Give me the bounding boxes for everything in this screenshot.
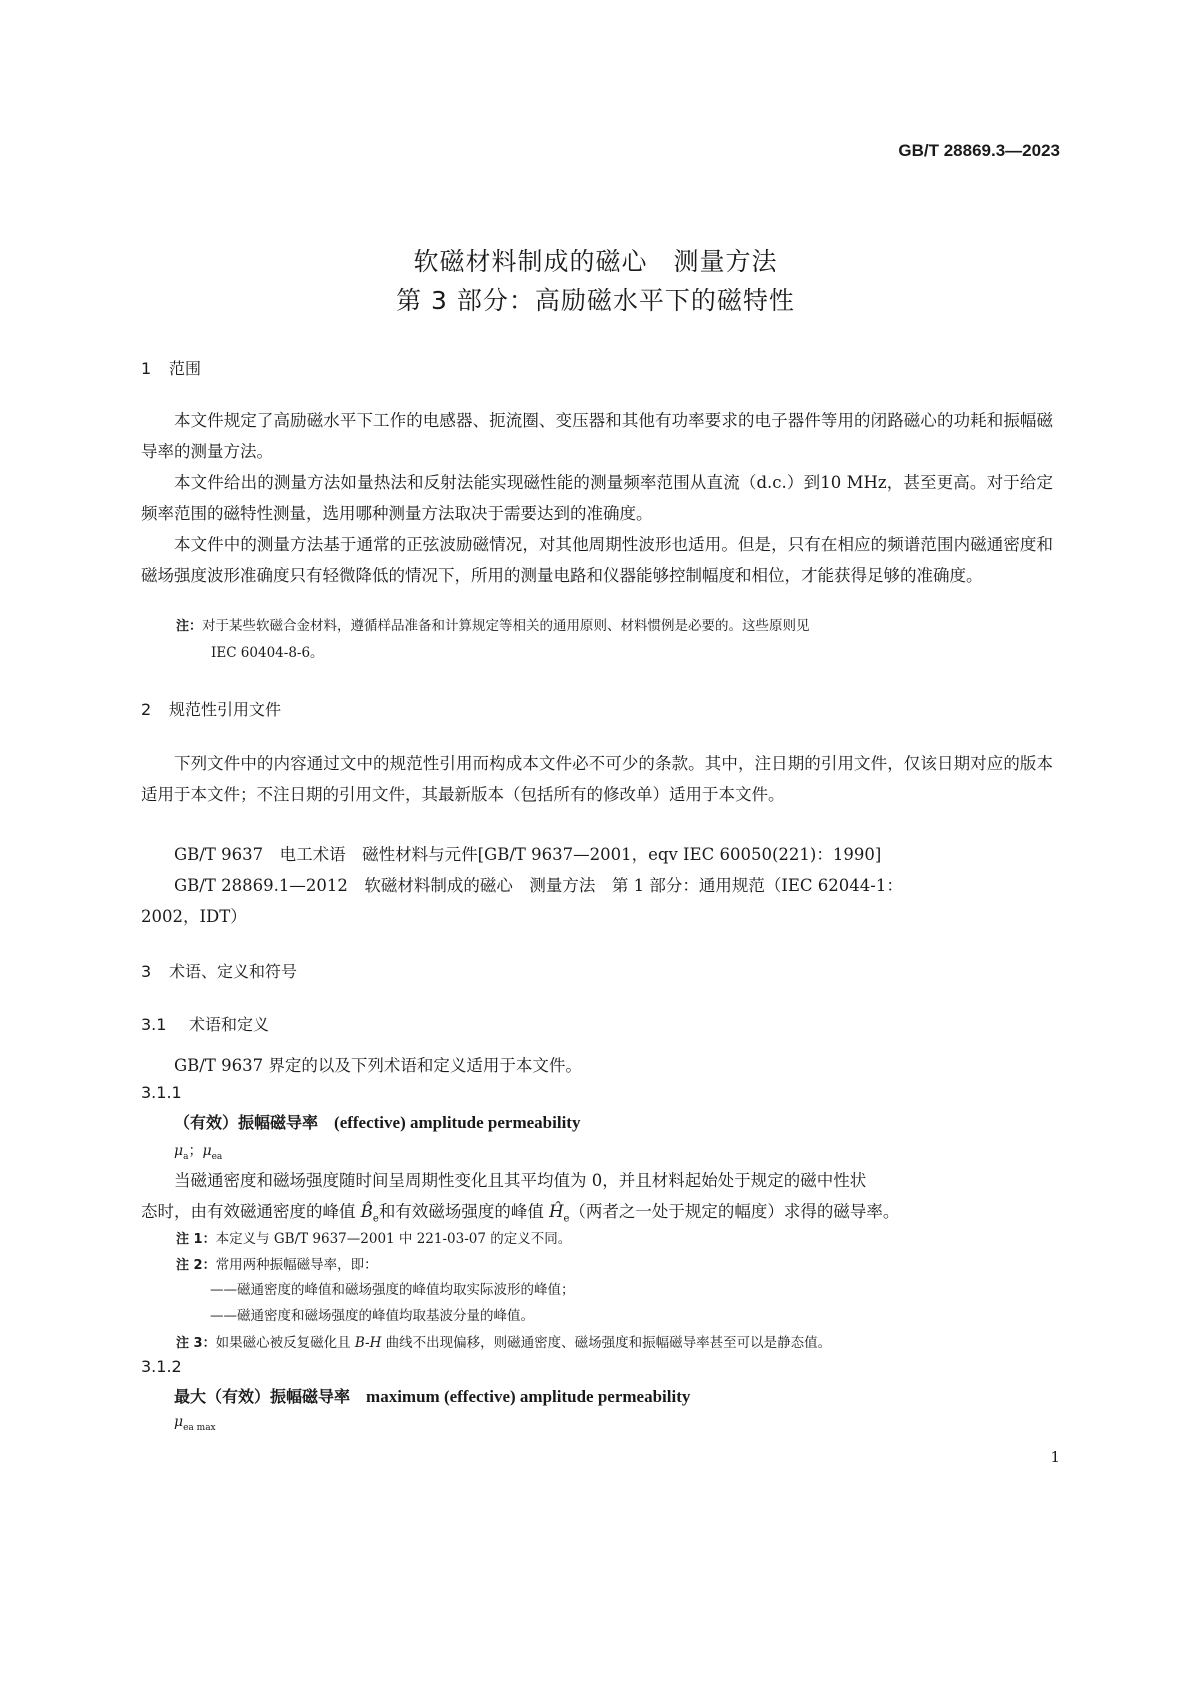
section-number: 2 [141,700,152,719]
symbol-mu: μ [202,1143,212,1159]
section-title: 范围 [169,359,202,378]
title-line-2: 第 3 部分：高励磁水平下的磁特性 [396,286,795,315]
section-1-heading [141,356,201,379]
subsection-3-1-heading [141,1012,269,1035]
symbol-b-hat: B̂ [360,1202,373,1221]
section-3-heading [141,959,297,982]
section-title: 术语、定义和符号 [169,962,298,981]
scope-paragraph-1: 本文件规定了高励磁水平下工作的电感器、扼流圈、变压器和其他有功率要求的电子器件等用的闭路磁心的功耗和振幅磁导率的测量方法。 [141,411,1053,461]
reference-gbt-9637: GB/T 9637 电工术语 磁性材料与元件[GB/T 9637—2001，eqv IEC 60050(221)：1990] [174,845,882,864]
note-text: 对于某些软磁合金材料，遵循样品准备和计算规定等相关的通用原则、材料惯例是必要的。这些原则见 [202,618,810,634]
symbol-h-hat: Ĥ [549,1202,564,1221]
list-item: ——磁通密度的峰值和磁场强度的峰值均取实际波形的峰值； [210,1282,575,1298]
clause-3-1-2-number: 3.1.2 [141,1357,182,1376]
note-label: 注 2： [176,1258,216,1273]
scope-note [176,613,1052,666]
standard-code: GB/T 28869.3—2023 [898,141,1060,160]
term-note-1 [176,1226,1052,1253]
scope-paragraph-3: 本文件中的测量方法基于通常的正弦波励磁情况，对其他周期性波形也适用。但是，只有在相应的频谱范围内磁通密度和磁场强度波形准确度只有轻微降低的情况下，所用的测量电路和仪器能够控制幅度和相位，才能获得足够的准确度。 [141,535,1053,585]
symbol-subscript: ea max [183,1422,216,1433]
definition-line-2 [141,1198,899,1224]
symbol-mu: μ [174,1143,184,1159]
subsection-number: 3.1 [141,1015,167,1034]
term-chinese: 最大（有效）振幅磁导率 [174,1387,351,1406]
symbol-mu: μ [174,1414,184,1430]
note-label: 注： [176,619,203,634]
symbol-subscript: e [563,1213,570,1225]
note-text: 曲线不出现偏移，则磁通密度、磁场强度和振幅磁导率甚至可以是静态值。 [381,1335,832,1351]
symbol-subscript: e [372,1213,379,1225]
term-english: maximum (effective) amplitude permeability [366,1387,691,1406]
symbol-subscript: ea [211,1151,223,1162]
symbol-subscript: a [183,1151,189,1162]
term-max-amplitude-permeability [174,1384,690,1407]
section-title: 规范性引用文件 [169,700,282,719]
definition-line-1: 当磁通密度和磁场强度随时间呈周期性变化且其平均值为 0，并且材料起始处于规定的磁中性状 [174,1171,867,1190]
note-text: 如果磁心被反复磁化且 [215,1335,355,1351]
terms-intro: GB/T 9637 界定的以及下列术语和定义适用于本文件。 [174,1056,582,1075]
note-text: 本定义与 GB/T 9637—2001 中 221-03-07 的定义不同。 [215,1231,572,1247]
term-amplitude-permeability [174,1110,580,1133]
reference-gbt-28869-1-cont: 2002，IDT） [141,907,247,926]
section-2-heading [141,697,281,720]
term-symbol [174,1414,216,1433]
section-number: 1 [141,359,152,378]
section-number: 3 [141,962,152,981]
note-continuation: IEC 60404-8-6。 [211,645,324,661]
clause-3-1-1-number: 3.1.1 [141,1083,182,1102]
scope-paragraph-2: 本文件给出的测量方法如量热法和反射法能实现磁性能的测量频率范围从直流（d.c.）到10 MHz，甚至更高。对于给定频率范围的磁特性测量，选用哪种测量方法取决于需要达到的准确度。 [141,473,1053,523]
definition-text: （两者之一处于规定的幅度）求得的磁导率。 [569,1202,900,1221]
term-note-3 [176,1330,1052,1357]
definition-text: 和有效磁场强度的峰值 [378,1202,550,1221]
term-note-2 [176,1252,1052,1279]
term-symbols [174,1140,222,1162]
term-english: (effective) amplitude permeability [334,1113,581,1132]
normative-refs-paragraph: 下列文件中的内容通过文中的规范性引用而构成本文件必不可少的条款。其中，注日期的引用文件，仅该日期对应的版本适用于本文件；不注日期的引用文件，其最新版本（包括所有的修改单）适用于本文件。 [141,754,1053,804]
note-label: 注 1： [176,1232,216,1247]
note-label: 注 3： [176,1336,216,1351]
symbol-b-h: B-H [354,1335,382,1351]
reference-gbt-28869-1: GB/T 28869.1—2012 软磁材料制成的磁心 测量方法 第 1 部分：通用规范（IEC 62044-1： [174,876,903,895]
term-chinese: （有效）振幅磁导率 [174,1113,319,1132]
note-text: 常用两种振幅磁导率，即： [215,1257,378,1273]
list-item: ——磁通密度和磁场强度的峰值均取基波分量的峰值。 [210,1308,534,1324]
definition-text: 态时，由有效磁通密度的峰值 [141,1202,361,1221]
subsection-title: 术语和定义 [189,1015,270,1034]
page-number: 1 [1050,1448,1060,1466]
title-line-1: 软磁材料制成的磁心 测量方法 [413,247,778,276]
symbol-separator: ； [188,1143,203,1159]
